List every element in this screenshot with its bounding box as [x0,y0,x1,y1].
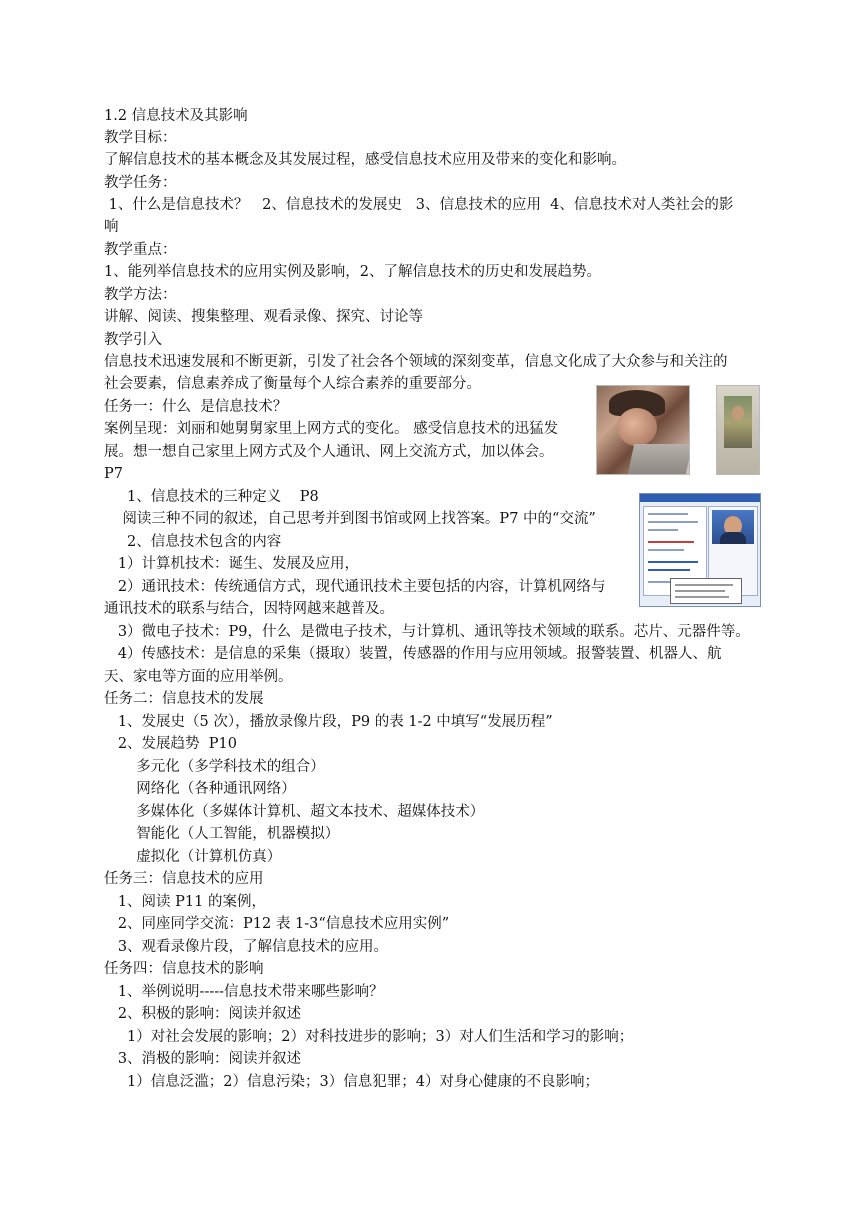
paragraph-line: 虚拟化（计算机仿真） [104,849,282,865]
paragraph-line: 1）信息泛滥；2）信息污染；3）信息犯罪；4）对身心健康的不良影响； [104,1074,599,1090]
paragraph-line: 1、阅读 P11 的案例， [104,894,266,910]
heading-teaching-tasks: 教学任务： [104,175,177,191]
doc-title: 1.2 信息技术及其影响 [104,108,248,124]
paragraph-line: 3、观看录像片段，了解信息技术的应用。 [104,939,389,955]
photo-mobile-phone [716,385,760,475]
heading-teaching-goal: 教学目标： [104,130,177,146]
paragraph-line: 展。想一想自己家里上网方式及个人通讯、网上交流方式，加以体会。 [104,444,554,460]
paragraph-line: 智能化（人工智能，机器模拟） [104,826,340,842]
paragraph-line: 信息技术迅速发展和不断更新，引发了社会各个领域的深刻变革，信息文化成了大众参与和关注的 [104,354,728,370]
paragraph-line: 1、发展史（5 次），播放录像片段，P9 的表 1-2 中填写“发展历程” [104,714,553,730]
paragraph-line: 1、能列举信息技术的应用实例及影响，2、了解信息技术的历史和发展趋势。 [104,264,601,280]
paragraph-line: 2、同座同学交流：P12 表 1-3“信息技术应用实例” [104,916,450,932]
paragraph-line: 3）微电子技术：P9，什么 是微电子技术，与计算机、通讯等技术领域的联系。芯片、元器件等。 [104,624,750,640]
paragraph-line: 1）计算机技术：诞生、发展及应用， [104,556,360,572]
heading-task-three: 任务三：信息技术的应用 [104,871,264,887]
paragraph-line: 阅读三种不同的叙述，自己思考并到图书馆或网上找答案。P7 中的“交流” [104,511,596,527]
paragraph-line: 4）传感技术：是信息的采集（摄取）装置，传感器的作用与应用领域。报警装置、机器人、航 [104,646,722,662]
paragraph-line: 了解信息技术的基本概念及其发展过程，感受信息技术应用及带来的变化和影响。 [104,152,626,168]
paragraph-line: 2、信息技术包含的内容 [104,534,282,550]
heading-teaching-focus: 教学重点： [104,242,177,258]
paragraph-line: 案例呈现：刘丽和她舅舅家里上网方式的变化。 感受信息技术的迅猛发 [104,421,559,437]
paragraph-line: 响 [104,219,119,235]
paragraph-line: 通讯技术的联系与结合，因特网越来越普及。 [104,601,394,617]
paragraph-line: 多元化（多学科技术的组合） [104,759,325,775]
paragraph-line: 网络化（各种通讯网络） [104,781,296,797]
paragraph-line: 社会要素，信息素养成了衡量每个人综合素养的重要部分。 [104,376,481,392]
paragraph-line: 讲解、阅读、搜集整理、观看录像、探究、讨论等 [104,309,423,325]
paragraph-line: 1、举例说明-----信息技术带来哪些影响？ [104,984,384,1000]
paragraph-line: 天、家电等方面的应用举例。 [104,669,293,685]
heading-task-four: 任务四：信息技术的影响 [104,961,264,977]
heading-task-one: 任务一：什么 是信息技术？ [104,399,288,415]
screenshot-messenger-window [639,493,761,607]
paragraph-line: 多媒体化（多媒体计算机、超文本技术、超媒体技术） [104,804,485,820]
paragraph-line: 2、积极的影响：阅读并叙述 [104,1006,302,1022]
paragraph-line: P7 [104,466,123,482]
paragraph-line: 1、什么是信息技术？ 2、信息技术的发展史 3、信息技术的应用 4、信息技术对人类社会的影 [104,197,734,213]
paragraph-line: 1、信息技术的三种定义 P8 [104,489,319,505]
paragraph-line: 3、消极的影响：阅读并叙述 [104,1051,302,1067]
heading-teaching-methods: 教学方法： [104,287,177,303]
paragraph-line: 2、发展趋势 P10 [104,736,237,752]
photo-girl-laptop [596,385,690,475]
heading-task-two: 任务二：信息技术的发展 [104,691,264,707]
paragraph-line: 1）对社会发展的影响；2）对科技进步的影响；3）对人们生活和学习的影响； [104,1029,634,1045]
paragraph-line: 2）通讯技术：传统通信方式，现代通讯技术主要包括的内容，计算机网络与 [104,579,606,595]
heading-introduction: 教学引入 [104,332,162,348]
